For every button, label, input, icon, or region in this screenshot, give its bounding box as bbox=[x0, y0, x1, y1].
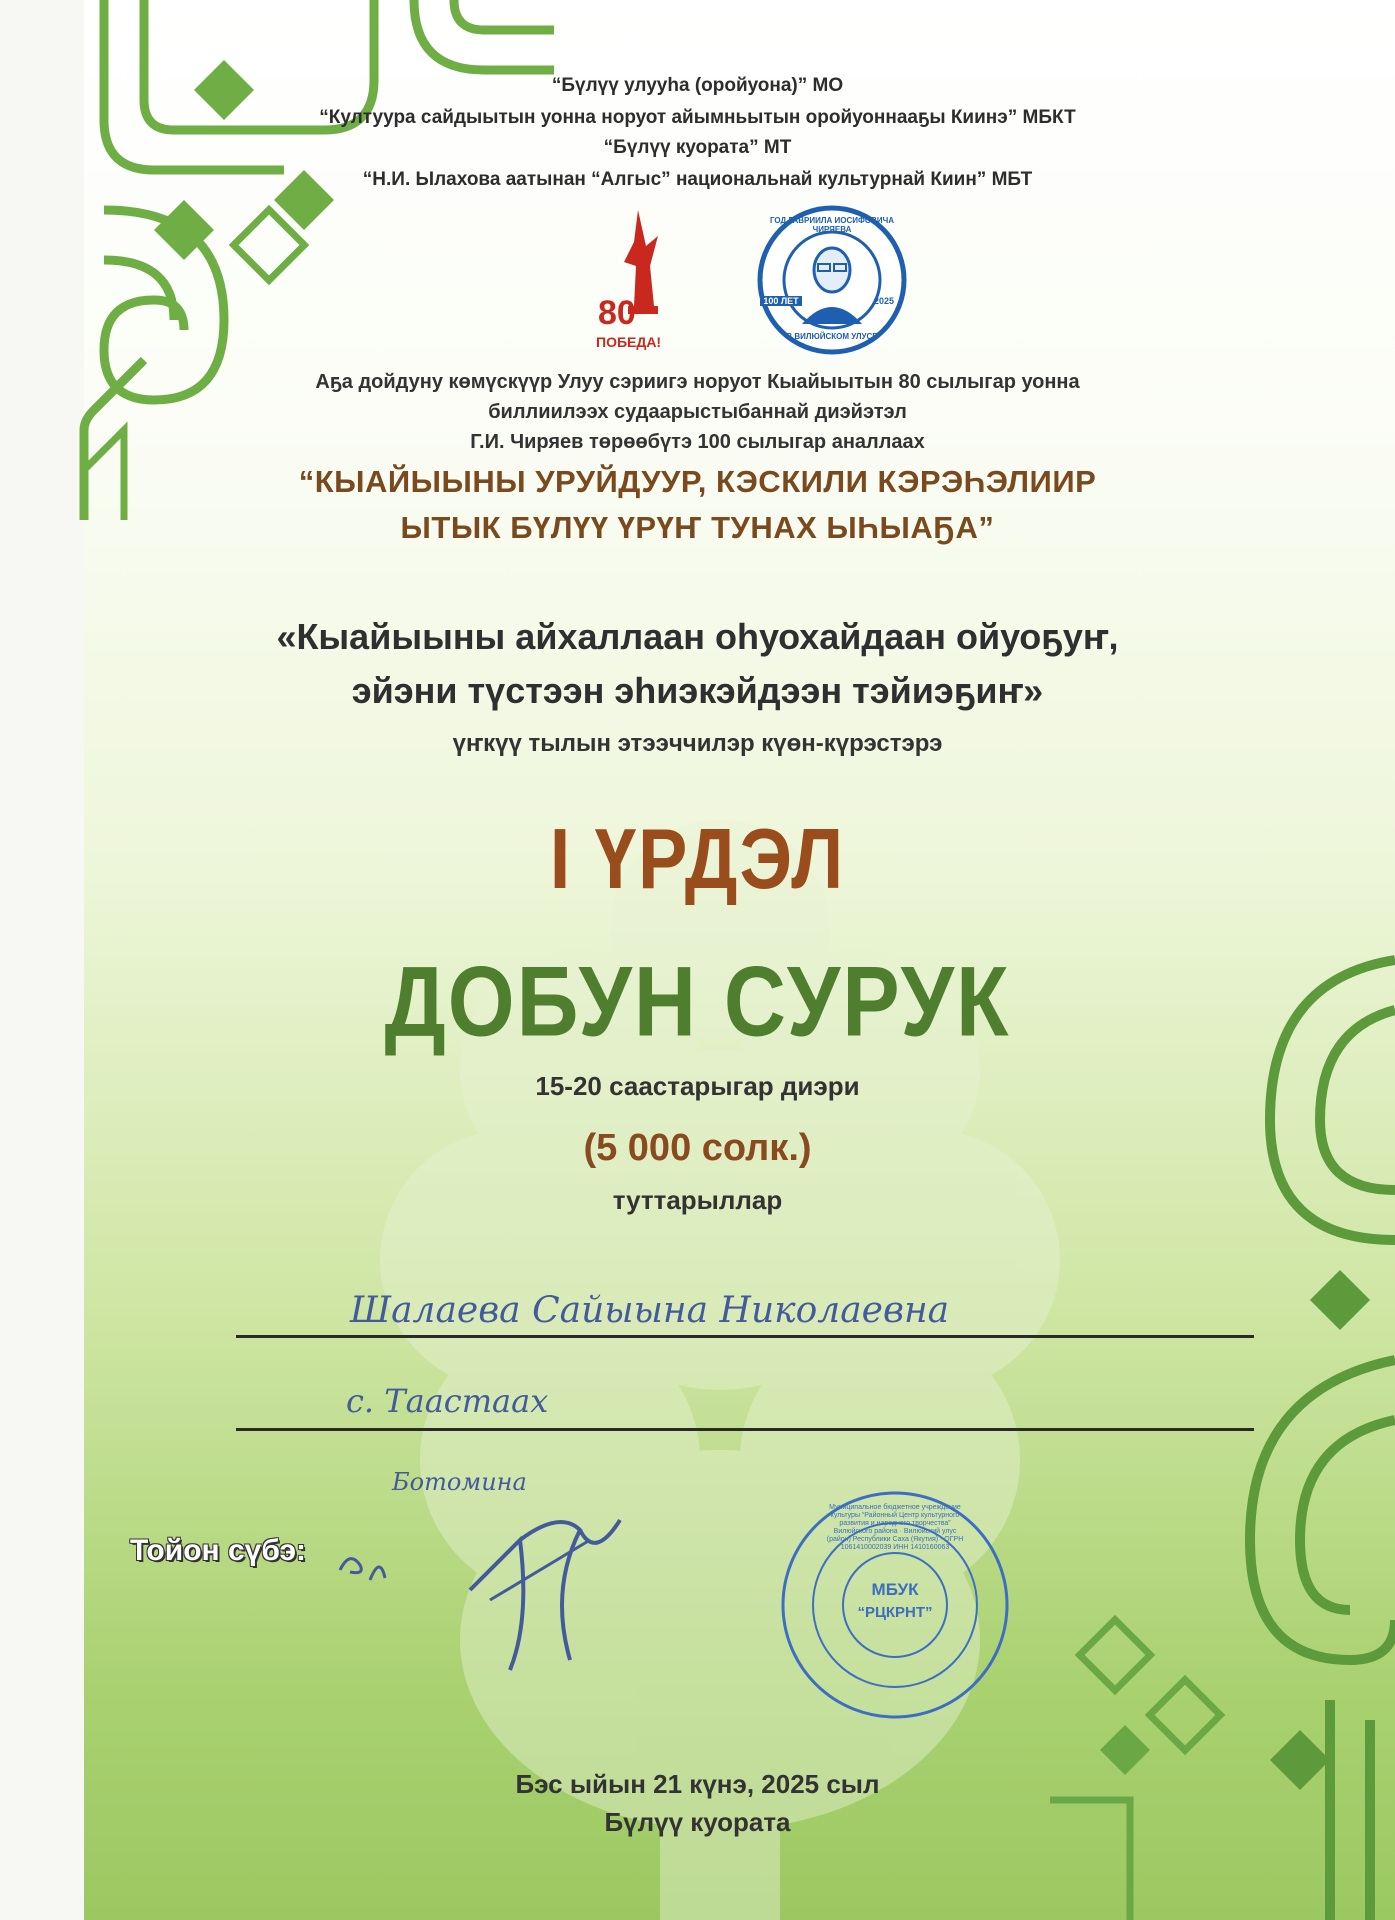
chiryaev-bottom-text: В ВИЛЮЙСКОМ УЛУСЕ bbox=[786, 332, 878, 341]
stamp-center-top: МБУК bbox=[871, 1580, 919, 1599]
stamp-center-bottom: “РЦКРНТ” bbox=[857, 1604, 933, 1621]
event-line-3: Г.И. Чиряев төрөөбүтэ 100 сылыгар аналлаах bbox=[470, 431, 925, 453]
recipient-name-line bbox=[236, 1335, 1254, 1338]
place-line: Бүлүү куората bbox=[604, 1807, 791, 1837]
event-line-1: Аҕа дойдуну көмүскүүр Улуу сэриигэ норуот Кыайыытын 80 сылыгар уонна bbox=[315, 371, 1080, 393]
event-line-2: биллиилээх судаарыстыбаннай диэйэтэл bbox=[488, 401, 907, 423]
recipient-note: Ботомина bbox=[392, 1468, 527, 1496]
official-stamp bbox=[778, 1488, 1012, 1722]
age-group: 15-20 саастарыгар диэри bbox=[535, 1071, 860, 1101]
stamp-ring-text: Муниципальное бюджетное учреждение культуры “Районный Центр культурного развития и народного творчества” Вилюйского района · Вилюйский улус (район) Республики Саха (Якутия) · ОГРН 1061410002039 ИНН 1410160063 bbox=[826, 1504, 964, 1551]
contest-title-line-2: эйэни түстээн эһиэкэйдээн тэйиэҕиҥ» bbox=[351, 670, 1044, 711]
event-title-line-2: ЫТЫК БҮЛҮҮ ҮРҮҤ ТУНАХ ЫҺЫАҔА” bbox=[400, 510, 995, 545]
victory-text: ПОБЕДА! bbox=[596, 334, 662, 350]
organizer-line-4: “Н.И. Ылахова аатынан “Алгыс” национальнай культурнай Киин” МБТ bbox=[362, 169, 1033, 190]
recipient-locality: с. Таастаах bbox=[346, 1382, 549, 1420]
organizer-line-3: “Бүлүү куората” МТ bbox=[603, 137, 792, 158]
prize-amount: (5 000 солк.) bbox=[583, 1127, 812, 1169]
chiryaev-100-label: 100 ЛЕТ bbox=[760, 296, 802, 306]
signature bbox=[330, 1500, 660, 1680]
victory-80-number: 80 bbox=[598, 294, 636, 332]
event-title-line-1: “КЫАЙЫЫНЫ УРУЙДУУР, КЭСКИЛИ КЭРЭҺЭЛИИР bbox=[298, 464, 1097, 499]
chiryaev-arc-text: ГОД ГАВРИИЛА ИОСИФОВИЧА ЧИРЯЕВА bbox=[770, 216, 894, 234]
contest-subtitle: үҥкүү тылын этээччилэр күөн-күрэстэрэ bbox=[452, 730, 943, 757]
organizer-line-2: “Култуура сайдыытын уонна норуот айымньытын оройуоннааҕы Киинэ” МБКТ bbox=[319, 107, 1076, 128]
recipient-name: Шалаева Сайыына Николаевна bbox=[350, 1290, 950, 1331]
ornament-bottom-right bbox=[1050, 1600, 1250, 1920]
organizer-line-1: “Бүлүү улууһа (оройуона)” МО bbox=[551, 75, 844, 96]
date-line: Бэс ыйын 21 күнэ, 2025 сыл bbox=[515, 1769, 880, 1799]
award-name: ДОБУН СУРУК bbox=[384, 946, 1011, 1058]
victory-80-logo bbox=[598, 206, 683, 356]
chiryaev-100-logo bbox=[756, 204, 908, 356]
recipient-locality-line bbox=[236, 1428, 1254, 1431]
chiryaev-year-label: 2025 bbox=[873, 296, 895, 306]
contest-title-line-1: «Кыайыыны айхаллаан оһуохайдаан ойуоҕуҥ, bbox=[276, 616, 1119, 657]
signature-label: Тойон сүбэ: bbox=[130, 1534, 307, 1567]
received-label: туттарыллар bbox=[612, 1185, 783, 1215]
award-place: I ҮРДЭЛ bbox=[549, 810, 846, 907]
